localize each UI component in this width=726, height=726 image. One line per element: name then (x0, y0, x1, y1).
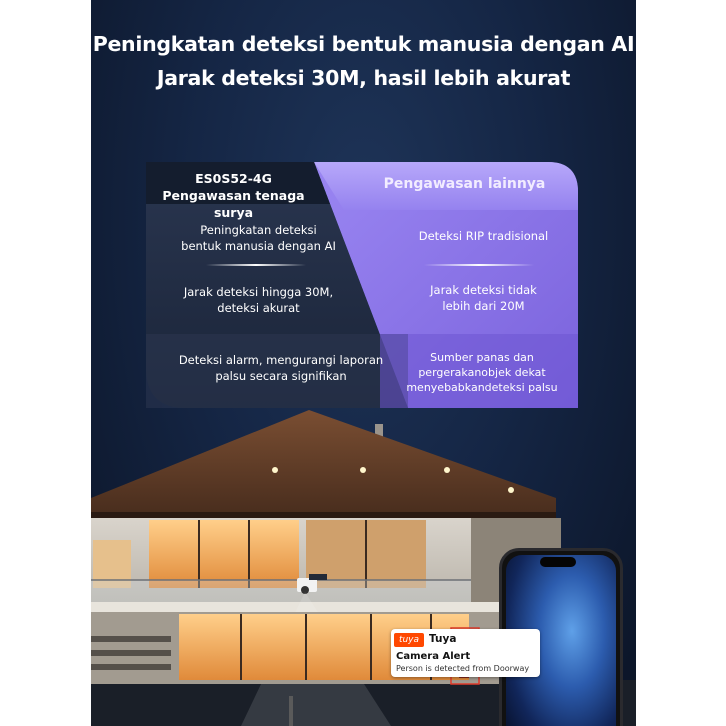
push-notification[interactable] (391, 629, 540, 677)
light-2 (360, 467, 366, 473)
upper-window-1 (149, 520, 299, 588)
solar-panel (309, 574, 327, 580)
left-row-1 (146, 222, 371, 254)
light-4 (508, 487, 514, 493)
floor-slab (91, 602, 561, 612)
product-model: ES0S52-4G (195, 171, 272, 186)
comparison-panel (146, 162, 578, 408)
light-3 (444, 467, 450, 473)
alert-message: Person is detected from Doorway (396, 664, 530, 673)
phone-notch (540, 557, 576, 567)
headline-line-2: Jarak deteksi 30M, hasil lebih akurat (156, 66, 571, 90)
left-row-1-line-1: Peningkatan deteksi (200, 223, 317, 237)
right-row-1-line-1: Deteksi RIP tradisional (418, 229, 549, 243)
right-divider (424, 264, 534, 266)
alert-title: Camera Alert (396, 651, 471, 662)
headline-line-1: Peningkatan deteksi bentuk manusia dengan AI (92, 32, 635, 56)
right-row-3 (386, 350, 578, 395)
right-row-2-line-2: lebih dari 20M (442, 299, 525, 313)
balcony-rail (91, 580, 471, 602)
garage-slat-2 (91, 650, 171, 656)
left-row-3 (146, 352, 416, 384)
roof-edge (91, 512, 556, 518)
tuya-logo-icon: tuya (394, 633, 424, 647)
left-row-3-line-1: Deteksi alarm, mengurangi laporan (178, 353, 384, 367)
left-row-2-line-2: deteksi akurat (217, 301, 300, 315)
poster (91, 0, 636, 726)
left-row-3-line-2: palsu secara signifikan (215, 369, 347, 383)
left-row-2 (146, 284, 371, 316)
garage-slat-3 (91, 664, 171, 670)
lamp-post (289, 696, 293, 726)
light-1 (272, 467, 278, 473)
right-row-3-line-3: menyebabkandeteksi palsu (406, 381, 558, 394)
right-row-2 (391, 282, 576, 314)
product-subtitle: Pengawasan tenaga surya (162, 188, 305, 220)
roof (91, 410, 556, 512)
garage-slat-1 (91, 636, 171, 642)
app-name: Tuya (429, 633, 457, 645)
other-title: Pengawasan lainnya (383, 176, 546, 192)
right-row-1 (391, 228, 576, 244)
left-divider (206, 264, 306, 266)
right-row-2-line-1: Jarak deteksi tidak (430, 283, 537, 297)
left-row-1-line-2: bentuk manusia dengan AI (181, 239, 336, 253)
left-row-2-line-1: Jarak deteksi hingga 30M, (183, 285, 334, 299)
right-row-3-line-1: Sumber panas dan (430, 351, 534, 364)
right-row-3-line-2: pergerakanobjek dekat (418, 366, 546, 379)
product-title (146, 170, 321, 221)
